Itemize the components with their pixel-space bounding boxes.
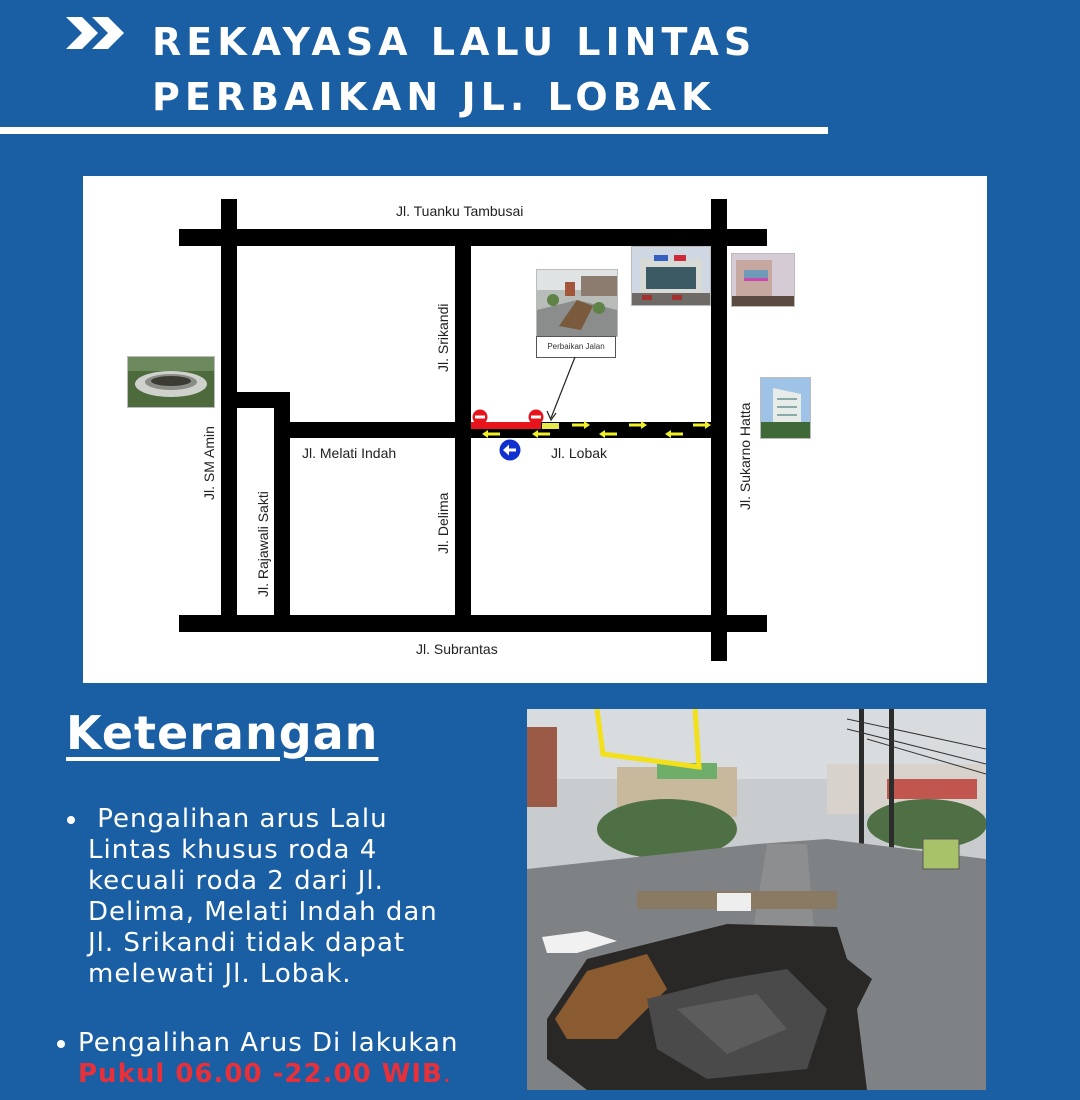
bullet-2	[78, 1028, 458, 1090]
bullet-1-line: Delima, Melati Indah dan	[88, 897, 438, 927]
mall-photo	[631, 246, 711, 306]
no-entry-sign-icon	[472, 409, 488, 425]
bullet-1	[88, 804, 438, 990]
bullet-2-line: Pengalihan Arus Di lakukan	[78, 1028, 459, 1058]
bullet-1-line: Lintas khusus roda 4	[88, 835, 378, 865]
callout-pointer-arrow	[543, 356, 583, 424]
legend-heading: Keterangan	[66, 706, 379, 760]
arrow-left-icon	[482, 430, 500, 438]
road-melati-indah	[286, 422, 461, 438]
schedule-time: Pukul 06.00 -22.00 WIB	[78, 1059, 443, 1089]
road-subrantas	[179, 615, 767, 632]
label-sm-amin: Jl. SM Amin	[201, 426, 217, 500]
label-sukarno-hatta: Jl. Sukarno Hatta	[737, 402, 753, 510]
bullet-1-line: melewati Jl. Lobak.	[88, 959, 352, 989]
repair-callout-box: Perbaikan Jalan	[536, 336, 616, 358]
bullet-1-line: kecuali roda 2 dari Jl.	[88, 866, 384, 896]
one-way-left-sign-icon	[499, 439, 521, 461]
label-lobak: Jl. Lobak	[551, 445, 608, 461]
bullet-dot	[57, 1040, 65, 1048]
double-chevron-right-icon	[64, 15, 128, 51]
arrow-left-icon	[532, 430, 550, 438]
label-rajawali-sakti: Jl. Rajawali Sakti	[255, 491, 271, 597]
traffic-map	[83, 176, 987, 683]
roadwork-photo	[536, 269, 618, 337]
title-line-2: PERBAIKAN JL. LOBAK	[152, 75, 716, 119]
bullet-1-line: Jl. Srikandi tidak dapat	[88, 928, 406, 958]
title-line-1: REKAYASA LALU LINTAS	[152, 20, 757, 64]
road-tuanku-tambusai	[179, 229, 767, 246]
shopping-center-photo	[731, 253, 795, 307]
label-delima: Jl. Delima	[435, 492, 451, 554]
label-tuanku-tambusai: Jl. Tuanku Tambusai	[396, 203, 524, 219]
arrow-left-icon	[599, 430, 617, 438]
arrow-left-icon	[665, 430, 683, 438]
bullet-dot	[67, 816, 75, 824]
road-damage-photo	[527, 709, 986, 1090]
label-srikandi: Jl. Srikandi	[435, 303, 451, 372]
stadium-photo	[127, 356, 215, 408]
arrow-right-icon	[693, 421, 711, 429]
header-divider	[0, 127, 828, 134]
hotel-photo	[760, 377, 811, 439]
bullet-1-line: Pengalihan arus Lalu	[88, 804, 388, 834]
road-sukarno-hatta	[711, 199, 727, 661]
road-sm-amin	[221, 199, 237, 621]
label-subrantas: Jl. Subrantas	[416, 641, 498, 657]
arrow-right-icon	[629, 421, 647, 429]
label-melati-indah: Jl. Melati Indah	[302, 445, 397, 461]
schedule-period: .	[442, 1059, 453, 1089]
